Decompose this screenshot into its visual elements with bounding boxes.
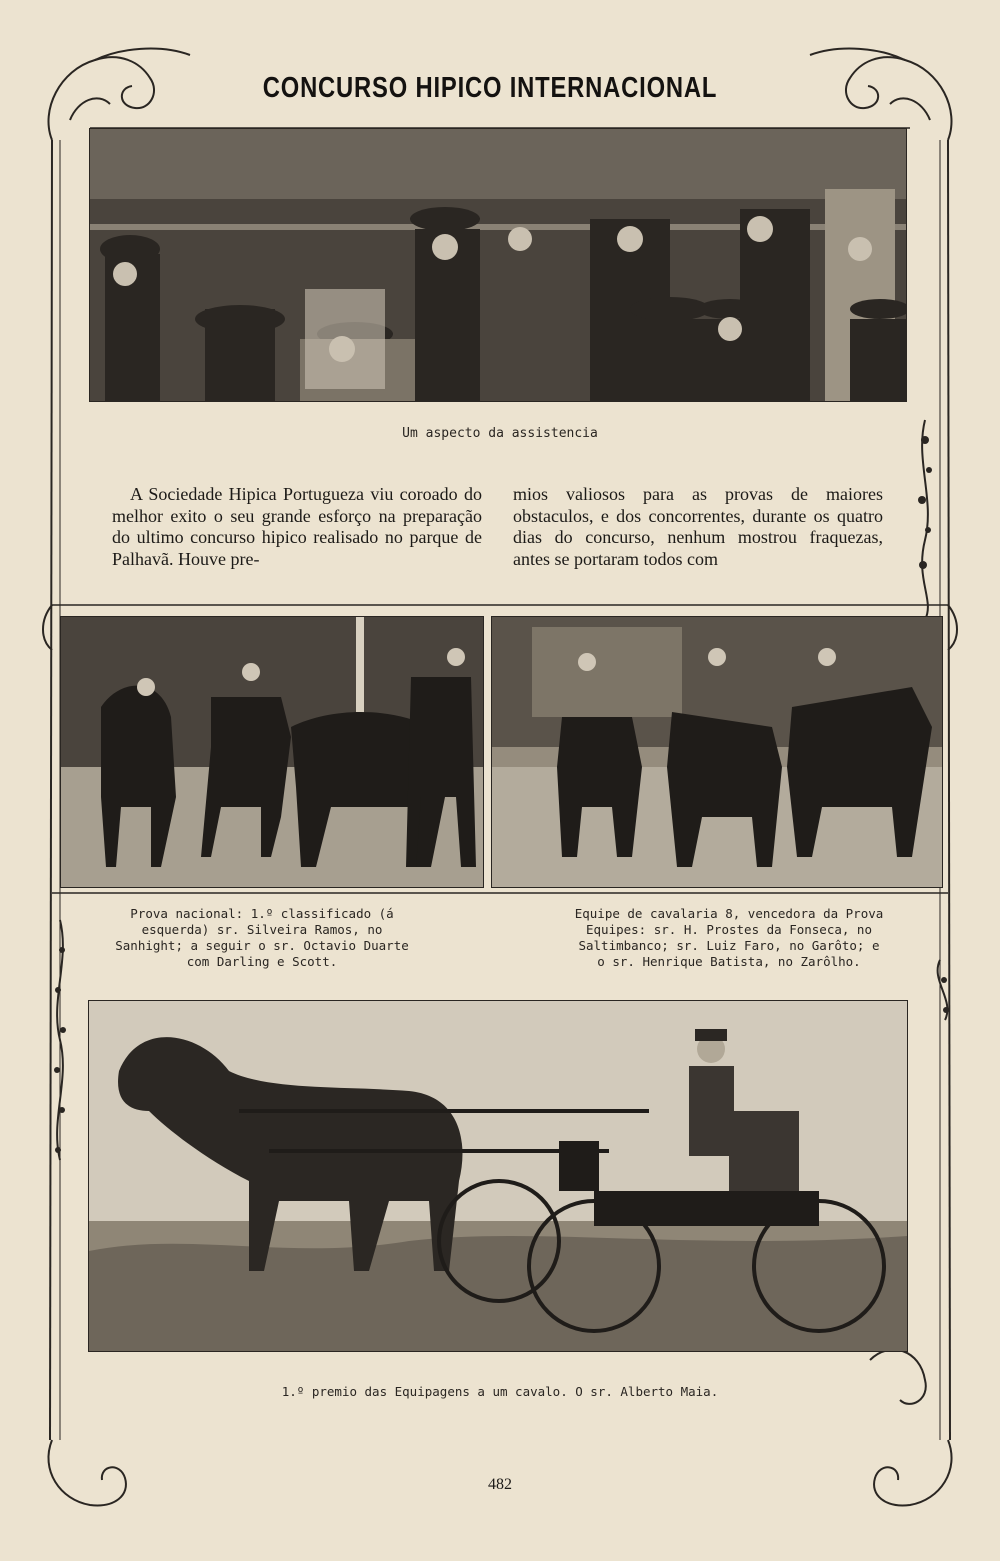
caption-spectators: Um aspecto da assistencia <box>402 426 598 441</box>
article-text-left: A Sociedade Hipica Portugueza viu coroado do melhor exito o seu grande esforço na preparação do ultimo concurso hipico realisado no parque de Palhavã. Houve pre- <box>112 484 482 569</box>
photo-prova-nacional <box>60 616 484 888</box>
caption-prova-nacional-text: Prova nacional: 1.º classificado (á esquerda) sr. Silveira Ramos, no Sanhight; a seguir o sr. Octavio Duarte com Darling e Scott. <box>115 906 409 969</box>
article-column-right <box>513 484 883 570</box>
page-number: 482 <box>488 1476 512 1493</box>
caption-equipe-cavalaria-text: Equipe de cavalaria 8, vencedora da Prova Equipes: sr. H. Prostes da Fonseca, no Saltimbanco; sr. Luiz Faro, no Garôto; e o sr. Henrique Batista, no Zarôlho. <box>574 906 884 969</box>
photo-equipe-cavalaria <box>491 616 943 888</box>
caption-prova-nacional <box>112 906 412 970</box>
photo-equipagens <box>88 1000 908 1352</box>
caption-equipagens: 1.º premio das Equipagens a um cavalo. O sr. Alberto Maia. <box>281 1384 719 1399</box>
page-title: CONCURSO HIPICO INTERNACIONAL <box>262 72 718 104</box>
caption-equipe-cavalaria <box>574 906 884 970</box>
article-text-right: mios valiosos para as provas de maiores obstaculos, e dos concorrentes, durante os quatro dias do concurso, nenhum mostrou fraquezas, antes se portaram todos com <box>513 484 883 569</box>
article-column-left <box>112 484 482 570</box>
photo-spectators <box>89 128 907 402</box>
